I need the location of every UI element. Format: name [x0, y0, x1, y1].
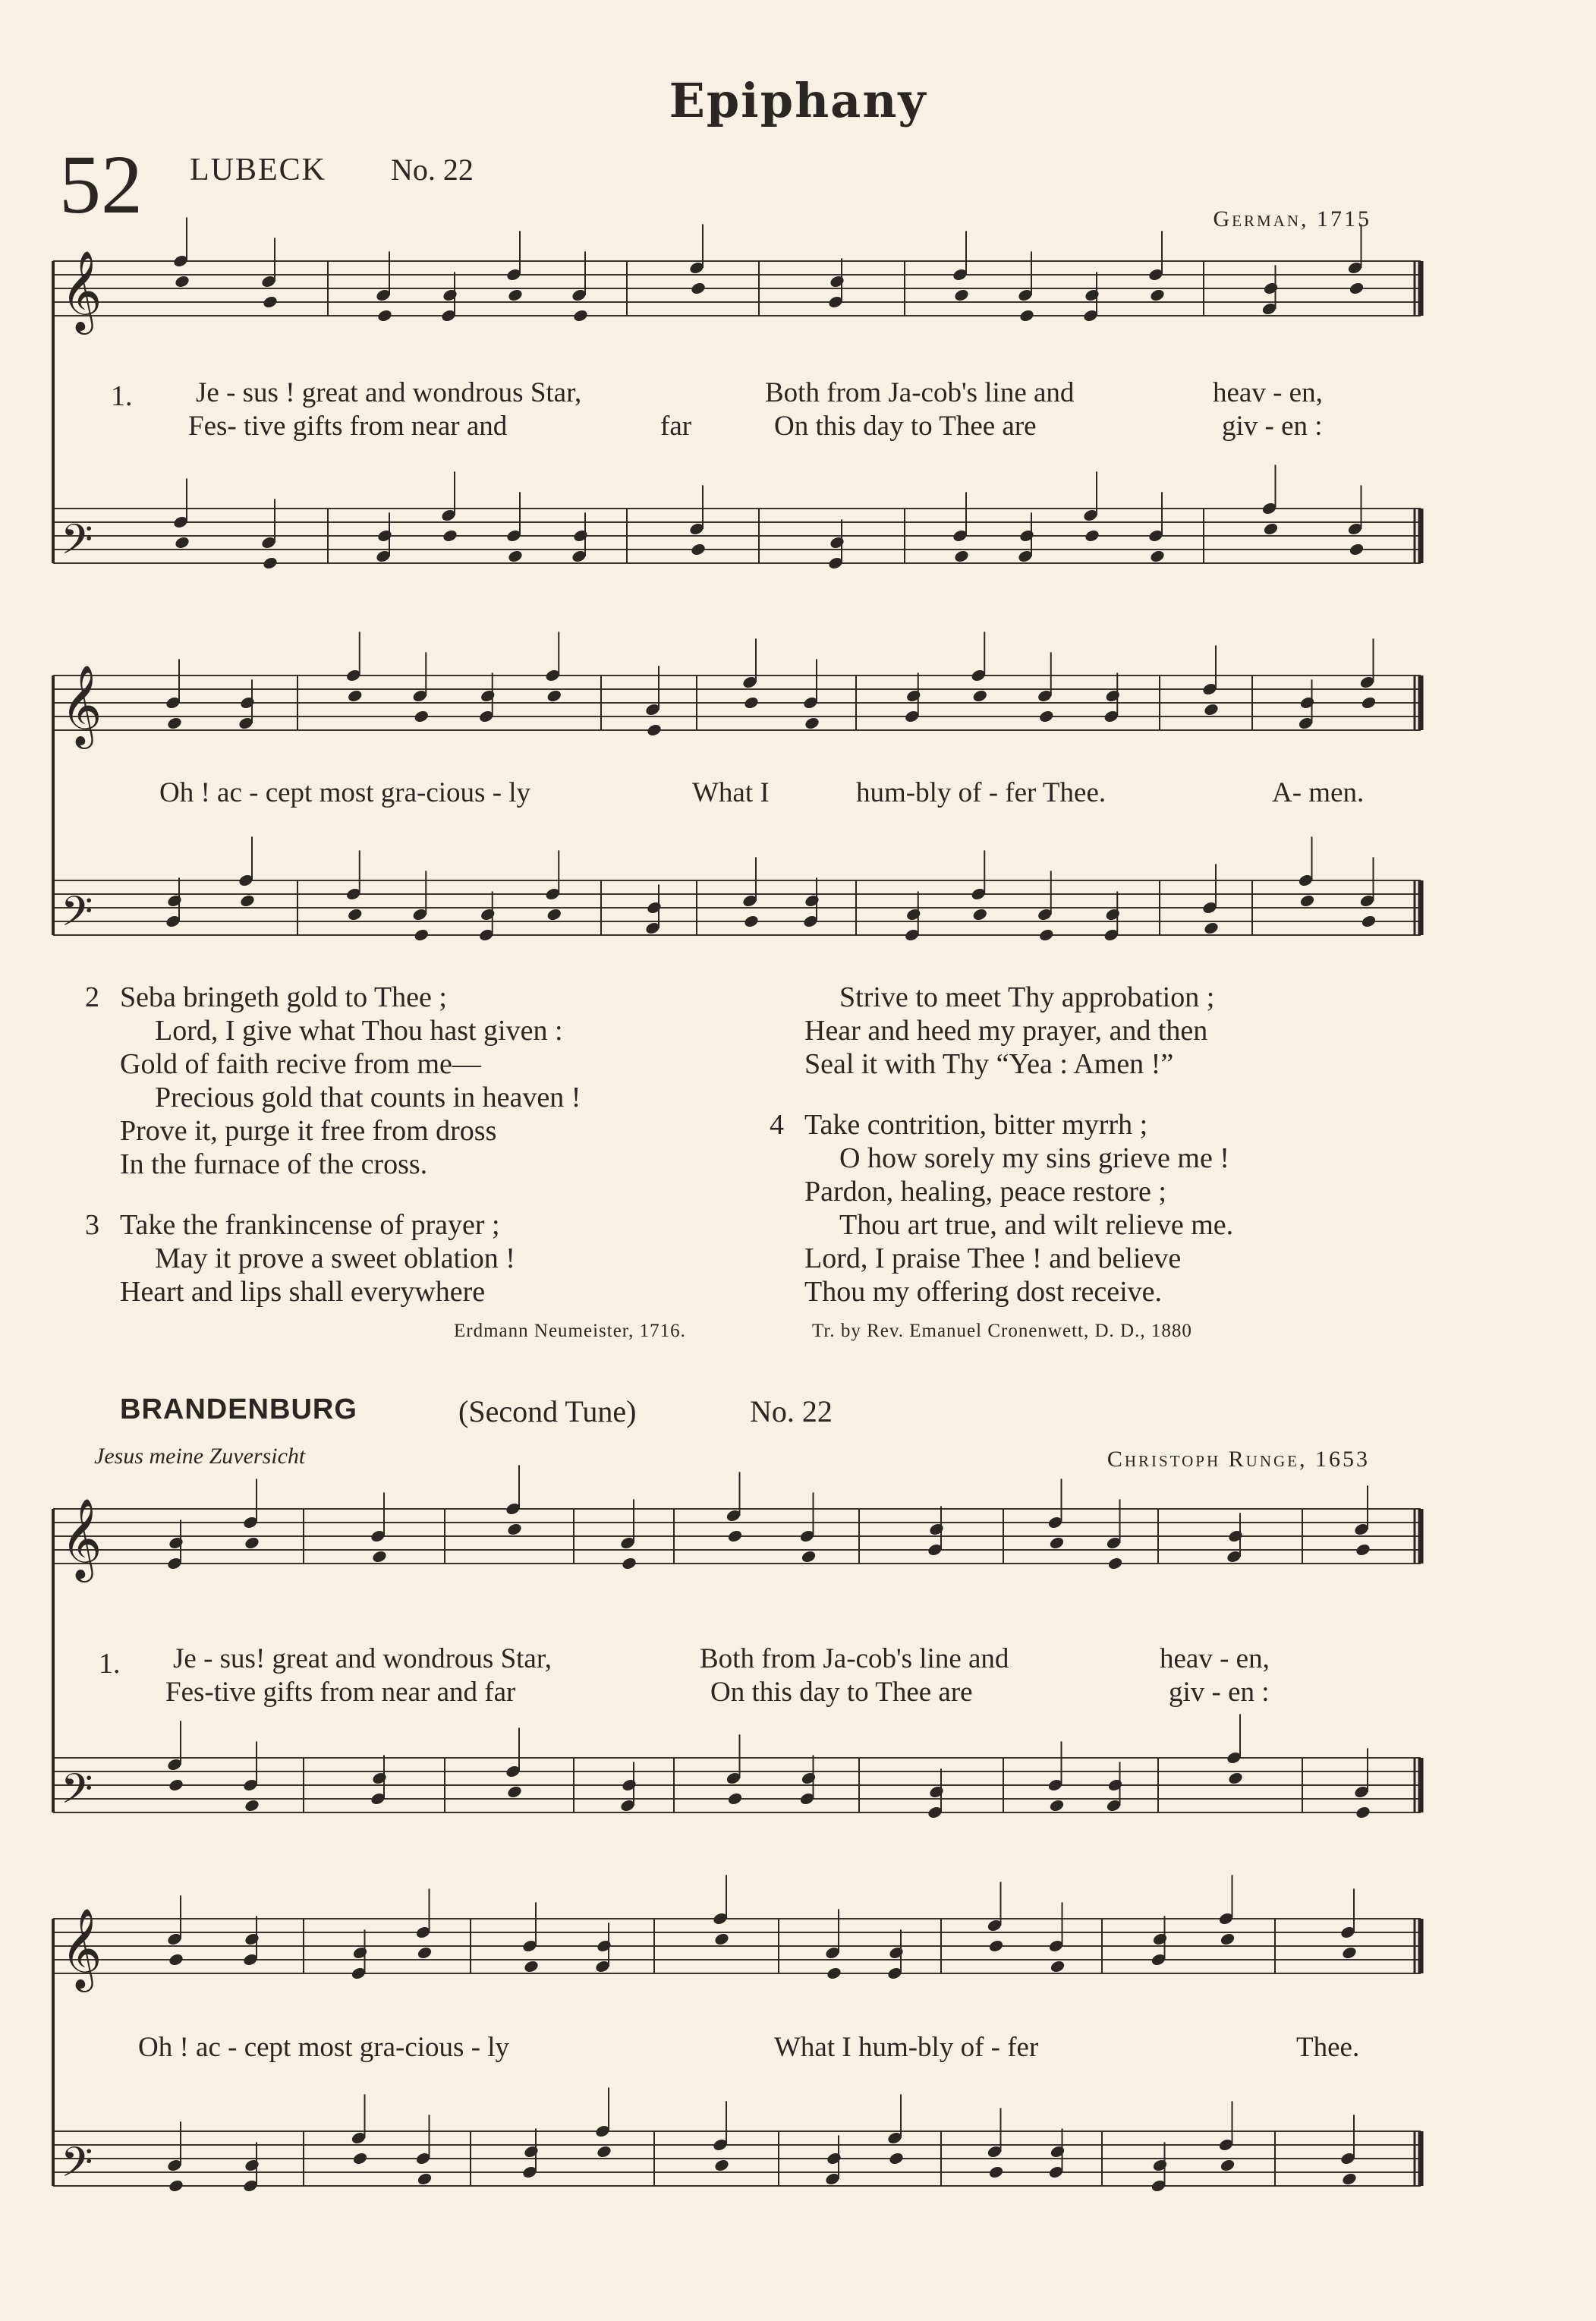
lyric-line: Both from Ja-cob's line and [765, 377, 1075, 408]
lyric-line: On this day to Thee are [774, 411, 1037, 442]
note-head [1049, 1535, 1066, 1550]
note-head [1220, 1932, 1236, 1946]
stanza-line: In the furnace of the cross. [120, 1148, 428, 1180]
treble-clef: 𝄞 [61, 250, 102, 331]
note-head [166, 893, 183, 908]
note-head [1341, 1945, 1358, 1960]
tune-reference: No. 22 [391, 153, 474, 187]
note-head [546, 688, 562, 703]
note-head [239, 695, 256, 710]
verse-number: 1. [99, 1648, 121, 1680]
stanza-line: Pardon, healing, peace restore ; [804, 1176, 1166, 1208]
stanza-line: Thou my offering dost receive. [804, 1276, 1162, 1308]
note-head [690, 281, 707, 295]
lyric-line: Fes-tive gifts from near and far [165, 1677, 516, 1708]
note-head [727, 1791, 744, 1806]
note-head [523, 2144, 540, 2159]
note-head [727, 1529, 744, 1543]
note-head [1203, 921, 1220, 935]
stanza-line: Precious gold that counts in heaven ! [155, 1082, 581, 1113]
verse-number: 1. [111, 380, 133, 412]
stanza-line: Seba bringeth gold to Thee ; [120, 981, 447, 1013]
note-head [1107, 1556, 1124, 1570]
note-head [1018, 528, 1035, 543]
note-head [1361, 695, 1377, 710]
note-head [507, 288, 524, 302]
lyric-line: On this day to Thee are [710, 1677, 973, 1708]
note-head [352, 2151, 369, 2165]
note-head [743, 695, 760, 710]
note-head [168, 1778, 184, 1792]
note-head [417, 1945, 433, 1960]
note-head [971, 907, 988, 921]
stanza-line: Thou art true, and wilt relieve me. [839, 1209, 1234, 1241]
tune-subtitle: (Second Tune) [458, 1394, 637, 1428]
note-head [480, 907, 496, 921]
note-head [646, 900, 663, 915]
stanza-line: O how sorely my sins grieve me ! [839, 1142, 1229, 1174]
note-head [826, 2151, 842, 2165]
note-head [1149, 288, 1166, 302]
stanza-line: Seal it with Thy “Yea : Amen !” [804, 1048, 1174, 1080]
treble-clef: 𝄞 [61, 664, 102, 745]
note-head [239, 893, 256, 908]
note-head [1107, 1778, 1124, 1792]
stanza-line: Prove it, purge it free from dross [120, 1115, 497, 1147]
note-head [244, 1798, 260, 1812]
lyric-line: Fes- tive gifts from near and [188, 411, 508, 442]
note-head [1050, 1959, 1066, 1973]
note-head [743, 914, 760, 928]
note-head [804, 716, 820, 730]
tune-reference: No. 22 [750, 1394, 833, 1428]
note-head [988, 2165, 1005, 2179]
note-head [905, 688, 922, 703]
note-head [829, 274, 845, 288]
note-head [1104, 688, 1121, 703]
composer: Christoph Runge, 1653 [1106, 1447, 1370, 1472]
note-head [417, 2171, 433, 2186]
composer: German, 1715 [1213, 206, 1371, 231]
note-head [506, 1522, 523, 1536]
note-head [690, 542, 707, 556]
note-head [1299, 893, 1316, 908]
note-head [646, 723, 663, 737]
refrain-line: What I hum-bly of - fer [774, 2032, 1039, 2063]
stanza-number: 4 [770, 1109, 784, 1141]
note-head [262, 294, 279, 309]
note-head [1355, 1542, 1371, 1557]
lyric-line: giv - en : [1169, 1677, 1270, 1708]
note-head [1361, 914, 1377, 928]
stanza-number: 3 [85, 1209, 99, 1241]
stanza-line: Take the frankincense of prayer ; [120, 1209, 500, 1241]
note-head [168, 1535, 184, 1550]
note-head [1152, 1932, 1169, 1946]
lyric-line: Je - sus ! great and wondrous Star, [196, 377, 582, 408]
bass-clef: 𝄢 [61, 2138, 93, 2197]
translator-credit: Tr. by Rev. Emanuel Cronenwett, D. D., 1880 [812, 1321, 1192, 1341]
stanza-line: Gold of faith recive from me— [120, 1048, 481, 1080]
note-head [1263, 521, 1280, 536]
bass-clef: 𝄢 [61, 1765, 93, 1823]
note-head [1349, 542, 1365, 556]
lyric-line: heav - en, [1160, 1643, 1270, 1674]
stanza-line: Hear and heed my prayer, and then [804, 1015, 1208, 1047]
note-head [1084, 288, 1100, 302]
note-head [371, 1549, 388, 1564]
note-head [1152, 2158, 1169, 2172]
note-head [1049, 1798, 1066, 1812]
note-head [352, 1945, 369, 1960]
note-head [244, 1535, 260, 1550]
stanza-line: May it prove a sweet oblation ! [155, 1242, 515, 1274]
bass-clef: 𝄢 [61, 887, 93, 946]
note-head [506, 1784, 523, 1799]
note-head [804, 893, 820, 908]
note-head [596, 1938, 612, 1953]
note-head [1050, 2144, 1066, 2159]
treble-clef: 𝄞 [61, 1907, 102, 1989]
note-head [905, 907, 922, 921]
note-head [826, 1966, 842, 1980]
note-head [480, 688, 496, 703]
note-head [801, 1549, 817, 1564]
stanza-line: Take contrition, bitter myrrh ; [804, 1109, 1148, 1141]
note-head [347, 688, 364, 703]
lyric-line: giv - en : [1222, 411, 1323, 442]
note-head [507, 549, 524, 563]
refrain-line: A- men. [1272, 777, 1365, 808]
note-head [168, 1952, 184, 1967]
note-head [971, 688, 988, 703]
note-head [713, 2158, 730, 2172]
note-head [953, 549, 970, 563]
lyric-line: heav - en, [1213, 377, 1323, 408]
note-head [1220, 2158, 1236, 2172]
note-head [1018, 308, 1035, 323]
note-head [376, 308, 393, 323]
lyric-line: far [660, 411, 692, 442]
refrain-line: hum-bly of - fer Thee. [856, 777, 1106, 808]
note-head [988, 1938, 1005, 1953]
tune-name: BRANDENBURG [120, 1394, 357, 1425]
note-head [596, 2144, 612, 2159]
note-head [572, 308, 589, 323]
note-head [1104, 907, 1121, 921]
stanza-line: Lord, I give what Thou hast given : [155, 1015, 563, 1047]
note-head [1299, 695, 1316, 710]
hymn-number: 52 [59, 138, 143, 231]
note-head [262, 556, 279, 570]
note-head [168, 2178, 184, 2193]
stanza-number: 2 [85, 981, 99, 1013]
note-head [953, 288, 970, 302]
refrain-line: Thee. [1296, 2032, 1360, 2063]
note-head [801, 1771, 817, 1785]
note-head [1263, 281, 1280, 295]
note-head [888, 2151, 905, 2165]
note-head [442, 288, 458, 302]
note-head [523, 1959, 540, 1973]
treble-clef: 𝄞 [61, 1497, 102, 1579]
note-head [1038, 709, 1055, 723]
note-head [174, 274, 190, 288]
note-head [1355, 1805, 1371, 1819]
lyric-line: Je - sus! great and wondrous Star, [173, 1643, 552, 1674]
note-head [442, 528, 458, 543]
note-head [413, 709, 430, 723]
note-head [166, 716, 183, 730]
note-head [1149, 549, 1166, 563]
note-head [1084, 528, 1100, 543]
note-head [829, 535, 845, 550]
note-head [1341, 2171, 1358, 2186]
section-title: Epiphany [669, 73, 927, 128]
stanza-line: Strive to meet Thy approbation ; [839, 981, 1215, 1013]
refrain-line: What I [692, 777, 770, 808]
note-head [621, 1778, 637, 1792]
note-head [244, 2158, 260, 2172]
note-head [371, 1771, 388, 1785]
refrain-line: Oh ! ac - cept most gra-cious - ly [138, 2032, 510, 2063]
note-head [1203, 702, 1220, 716]
note-head [713, 1932, 730, 1946]
note-head [413, 927, 430, 942]
note-head [244, 1932, 260, 1946]
tune-name: LUBECK [190, 153, 326, 187]
note-head [928, 1522, 945, 1536]
note-head [174, 535, 190, 550]
stanza-line: Lord, I praise Thee ! and believe [804, 1242, 1182, 1274]
note-head [1227, 1771, 1244, 1785]
note-head [621, 1556, 637, 1570]
refrain-line: Oh ! ac - cept most gra-cious - ly [159, 777, 531, 808]
note-head [347, 907, 364, 921]
note-head [1349, 281, 1365, 295]
tune-source: Jesus meine Zuversicht [94, 1444, 306, 1469]
note-head [1038, 927, 1055, 942]
lyric-line: Both from Ja-cob's line and [700, 1643, 1009, 1674]
bass-clef: 𝄢 [61, 515, 93, 574]
note-head [376, 528, 393, 543]
note-head [1227, 1529, 1244, 1543]
author-credit: Erdmann Neumeister, 1716. [454, 1321, 686, 1341]
note-head [546, 907, 562, 921]
stanza-line: Heart and lips shall everywhere [120, 1276, 486, 1308]
note-head [928, 1784, 945, 1799]
note-head [888, 1945, 905, 1960]
note-head [572, 528, 589, 543]
